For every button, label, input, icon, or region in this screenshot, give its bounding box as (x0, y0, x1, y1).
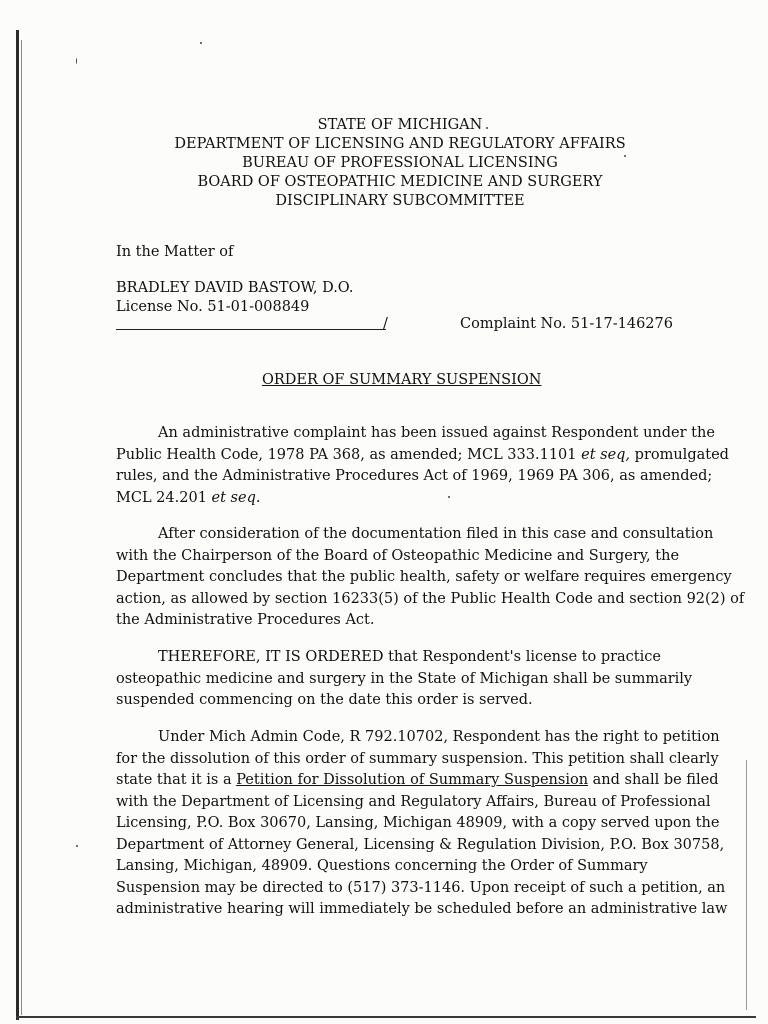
paragraph-line (116, 488, 666, 510)
paragraph-line: with the Chairperson of the Board of Osteopathic Medicine and Surgery, the (116, 547, 680, 564)
paragraph-text: state that it is a (116, 772, 237, 788)
paragraph-consideration (116, 524, 745, 632)
caption-underline (116, 329, 386, 330)
paragraph-line (116, 445, 729, 467)
caption-slash: / (383, 316, 388, 332)
paragraph-line: the Administrative Procedures Act. (116, 612, 375, 628)
scan-bottom-edge (16, 1016, 756, 1018)
scan-speck (76, 845, 78, 847)
scan-left-edge-shadow (21, 40, 22, 1015)
document-header (100, 116, 700, 211)
paragraph-line: Licensing, P.O. Box 30670, Lansing, Michigan 48909, with a copy served upon the (116, 815, 720, 831)
scan-left-edge (16, 30, 19, 1020)
paragraph-line: rules, and the Administrative Procedures Act of 1969, 1969 PA 306, as amended; (116, 468, 713, 484)
scan-right-edge (746, 760, 747, 1010)
header-state: STATE OF MICHIGAN (317, 117, 483, 133)
paragraph-ordered (116, 647, 693, 712)
paragraph-line: After consideration of the documentation filed in this case and consultation (158, 526, 714, 542)
complaint-number: Complaint No. 51-17-146276 (460, 316, 673, 332)
paragraph-petition-rights (116, 727, 728, 921)
header-board: BOARD OF OSTEOPATHIC MEDICINE AND SURGERY (197, 174, 603, 190)
petition-title-underlined: Petition for Dissolution of Summary Suspension (236, 772, 589, 788)
paragraph-line: for the dissolution of this order of summary suspension. This petition shall clearly (116, 750, 719, 767)
paragraph-line: action, as allowed by section 16233(5) of the Public Health Code and section 92(2) of (116, 590, 745, 607)
header-bureau: BUREAU OF PROFESSIONAL LICENSING (242, 155, 558, 171)
paragraph-line: Department of Attorney General, Licensing & Regulation Division, P.O. Box 30758, (116, 836, 725, 853)
paragraph-line: administrative hearing will immediately be scheduled before an administrative law (116, 901, 728, 917)
paragraph-line: suspended commencing on the date this order is served. (116, 692, 533, 708)
paragraph-line: with the Department of Licensing and Regulatory Affairs, Bureau of Professional (116, 793, 711, 810)
paragraph-text: promulgated (630, 446, 729, 463)
paragraph-line: Under Mich Admin Code, R 792.10702, Respondent has the right to petition (158, 729, 720, 745)
paragraph-line (116, 770, 719, 792)
respondent-name: BRADLEY DAVID BASTOW, D.O. (116, 280, 354, 296)
paragraph-line: Lansing, Michigan, 48909. Questions concerning the Order of Summary (116, 858, 648, 874)
license-number: License No. 51-01-008849 (116, 299, 310, 315)
paragraph-text: and shall be filed (588, 772, 719, 788)
order-title: ORDER OF SUMMARY SUSPENSION (262, 372, 542, 388)
paragraph-complaint-issued (116, 423, 729, 509)
scan-speck (200, 42, 202, 44)
header-department: DEPARTMENT OF LICENSING AND REGULATORY AFFAIRS (174, 136, 626, 152)
scan-speck (76, 58, 77, 64)
in-the-matter-label: In the Matter of (116, 244, 234, 260)
paragraph-line: osteopathic medicine and surgery in the State of Michigan shall be summarily (116, 670, 693, 687)
paragraph-line: Suspension may be directed to (517) 373-1146. Upon receipt of such a petition, an (116, 879, 726, 896)
paragraph-line: THEREFORE, IT IS ORDERED that Respondent's license to practice (158, 649, 661, 665)
paragraph-text: Public Health Code, 1978 PA 368, as amended; MCL 333.1101 (116, 446, 582, 463)
paragraph-line: Department concludes that the public health, safety or welfare requires emergency (116, 569, 732, 585)
paragraph-text: MCL 24.201 (116, 489, 212, 506)
italic-text: et seq, (581, 446, 631, 463)
header-subcommittee: DISCIPLINARY SUBCOMMITTEE (275, 193, 525, 209)
paragraph-line: An administrative complaint has been issued against Respondent under the (158, 425, 715, 441)
italic-text: et seq. (211, 489, 261, 506)
